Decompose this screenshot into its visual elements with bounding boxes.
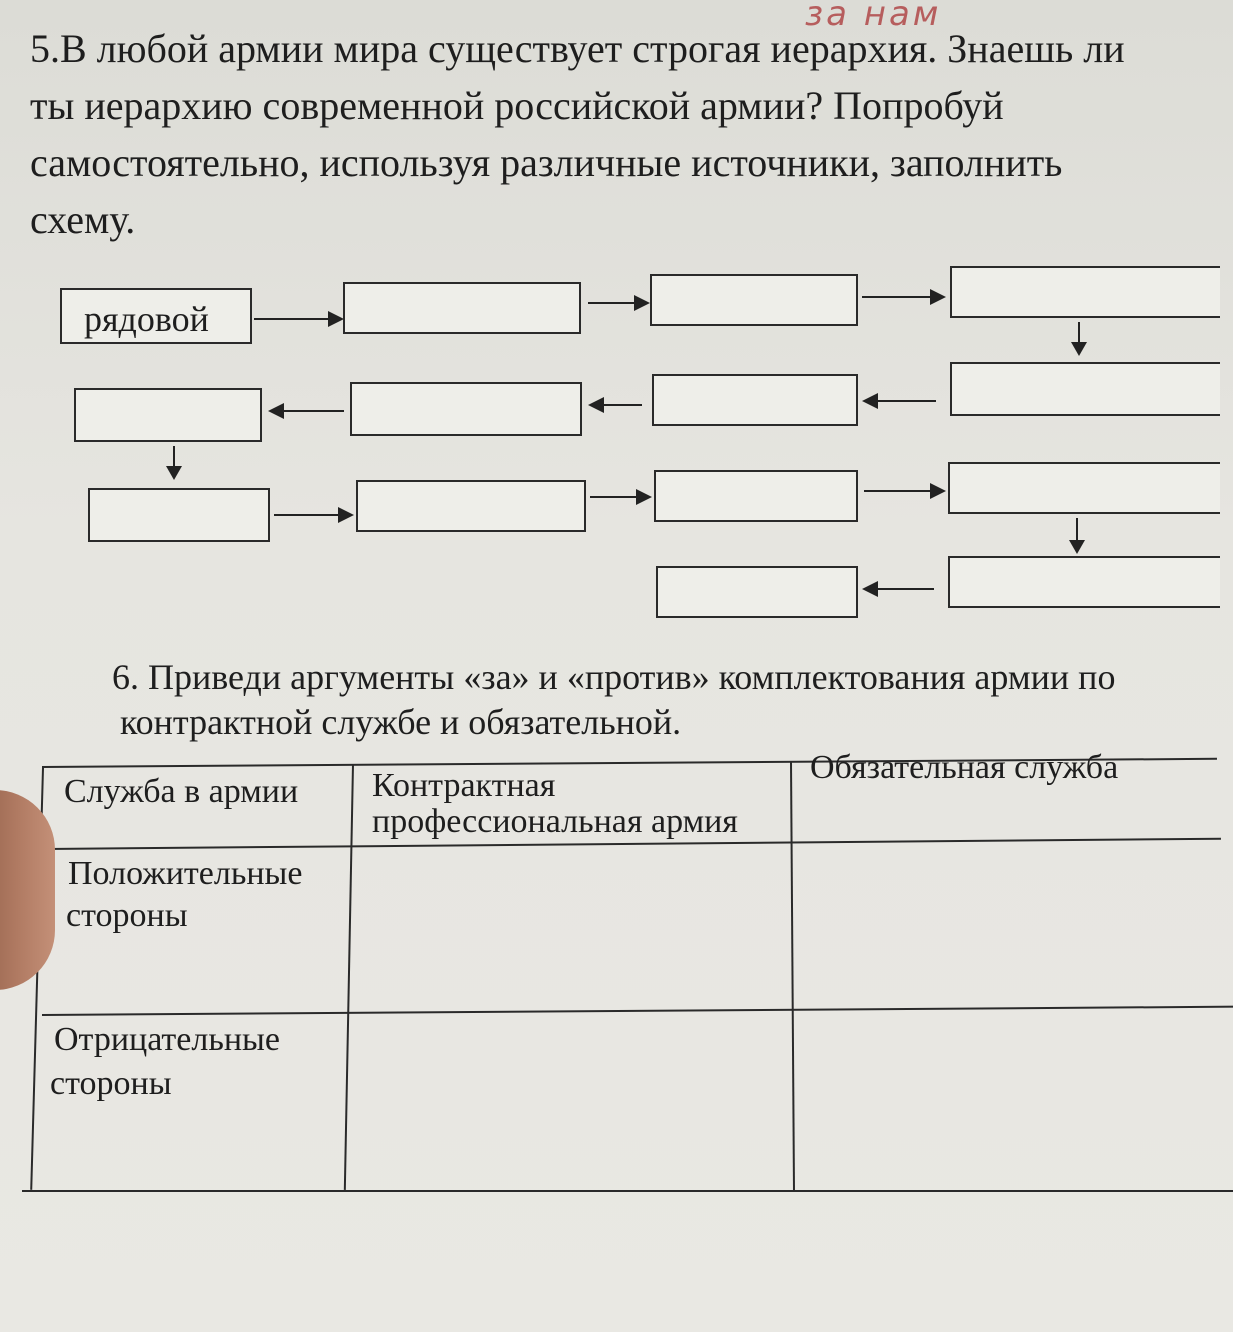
rank-box-empty[interactable] <box>950 362 1220 416</box>
row-label-negative-line2: стороны <box>50 1065 172 1102</box>
arrow-left-icon <box>864 588 934 590</box>
arrow-right-icon <box>862 296 944 298</box>
task-6-line: контрактной службе и обязательной. <box>120 702 682 742</box>
header-mandatory-service: Обязательная служба <box>810 749 1119 786</box>
rank-box-empty[interactable] <box>950 266 1220 318</box>
rank-box-empty[interactable] <box>350 382 582 436</box>
task-5-line: 5.В любой армии мира существует строгая иерархия. Знаешь ли <box>30 26 1125 71</box>
arrow-right-icon <box>588 302 648 304</box>
rank-box-empty[interactable] <box>652 374 858 426</box>
table-row-divider <box>42 1006 1233 1016</box>
arrow-down-icon <box>1076 518 1078 552</box>
finger-photo-overlay <box>0 790 55 990</box>
header-contract-army-line1: Контрактная <box>372 767 556 804</box>
row-label-positive: Положительные <box>68 855 303 892</box>
arrow-left-icon <box>590 404 642 406</box>
task-5-text <box>30 20 1180 248</box>
row-label-positive-line2: стороны <box>66 897 188 934</box>
rank-label: рядовой <box>84 299 209 339</box>
rank-box-empty[interactable] <box>948 556 1220 608</box>
table-border-bottom <box>22 1190 1233 1192</box>
rank-box-empty[interactable] <box>74 388 262 442</box>
handwritten-note: за нам <box>805 0 942 34</box>
task-5-line: схему. <box>30 197 136 242</box>
table-column-divider <box>344 764 354 1190</box>
task-6-line: 6. Приведи аргументы «за» и «против» комплектования армии по <box>112 657 1116 697</box>
pros-cons-table <box>22 742 1233 1192</box>
rank-box-empty[interactable] <box>356 480 586 532</box>
rank-box-empty[interactable] <box>654 470 858 522</box>
header-service-in-army: Служба в армии <box>64 773 299 810</box>
rank-box-empty[interactable] <box>656 566 858 618</box>
arrow-left-icon <box>270 410 344 412</box>
arrow-left-icon <box>864 400 936 402</box>
rank-box-empty[interactable] <box>650 274 858 326</box>
arrow-right-icon <box>864 490 944 492</box>
task-5-line: ты иерархию современной российской армии? Попробуй <box>30 83 1004 128</box>
rank-box-empty[interactable] <box>343 282 581 334</box>
rank-box-empty[interactable] <box>948 462 1220 514</box>
rank-box-private <box>60 288 252 344</box>
rank-box-empty[interactable] <box>88 488 270 542</box>
arrow-down-icon <box>173 446 175 478</box>
arrow-right-icon <box>274 514 352 516</box>
row-label-negative: Отрицательные <box>54 1021 280 1058</box>
arrow-right-icon <box>590 496 650 498</box>
header-contract-army-line2: профессиональная армия <box>372 803 738 840</box>
task-5-line: самостоятельно, используя различные источники, заполнить <box>30 140 1063 185</box>
arrow-right-icon <box>254 318 342 320</box>
table-column-divider <box>790 762 795 1190</box>
task-6-text <box>112 655 1212 745</box>
arrow-down-icon <box>1078 322 1080 354</box>
